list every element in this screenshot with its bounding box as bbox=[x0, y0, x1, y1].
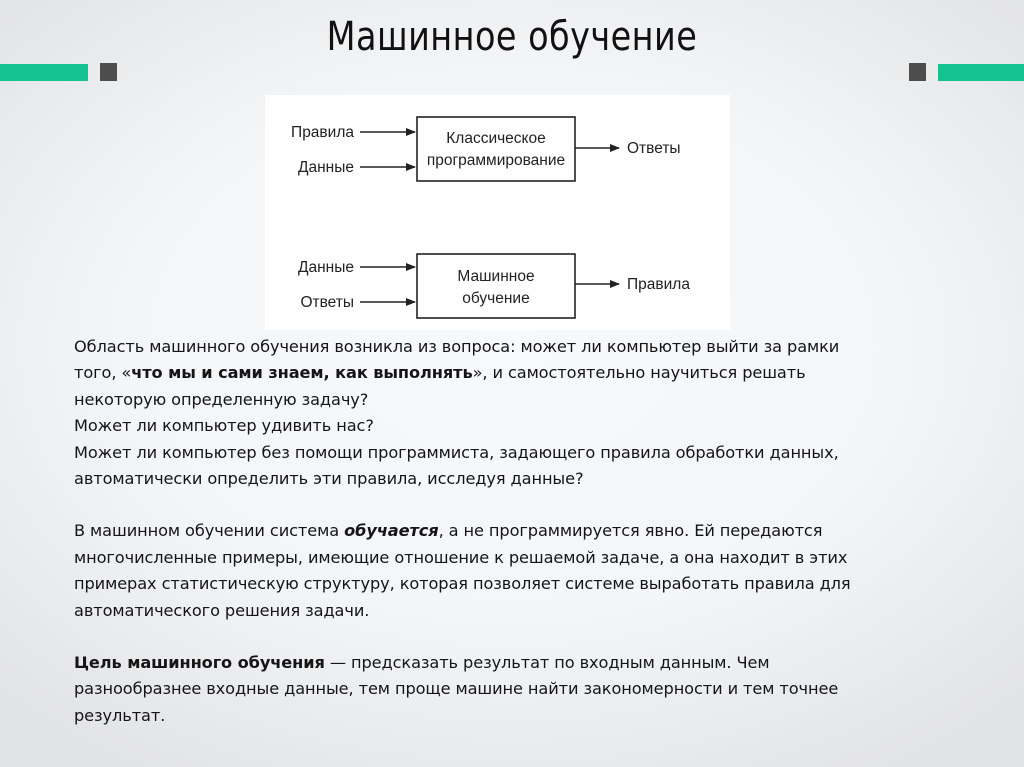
ml-box-line1: Машинное bbox=[457, 268, 535, 285]
classic-box-line2: программирование bbox=[426, 152, 566, 169]
ml-output-rules: Правила bbox=[627, 276, 690, 293]
paragraph-learning-definition bbox=[74, 518, 974, 624]
accent-bar-left bbox=[0, 64, 88, 81]
text-span: В машинном обучении система bbox=[74, 521, 345, 541]
text-line: примерах статистическую структуру, которая позволяет системе выработать правила для bbox=[74, 574, 851, 594]
programming-vs-ml-diagram bbox=[265, 95, 730, 330]
paragraph-goal bbox=[74, 650, 974, 729]
slide-body bbox=[74, 334, 974, 729]
text-span: , а не программируется явно. Ей передаются bbox=[438, 521, 823, 541]
text-span: — предсказать результат по входным данным. Чем bbox=[324, 653, 770, 673]
classic-programming-block bbox=[291, 117, 681, 181]
text-line bbox=[74, 360, 974, 386]
text-line: разнообразнее входные данные, тем проще машине найти закономерности и тем точнее bbox=[74, 679, 839, 699]
text-line: автоматически определить эти правила, исследуя данные? bbox=[74, 469, 584, 489]
text-line: Может ли компьютер удивить нас? bbox=[74, 416, 374, 436]
paragraph-origin-question bbox=[74, 334, 974, 492]
text-line bbox=[74, 650, 974, 676]
classic-output-answers: Ответы bbox=[627, 140, 681, 157]
bold-goal-label: Цель машинного обучения bbox=[74, 653, 325, 673]
text-line bbox=[74, 518, 974, 544]
emphasis-learns: обучается bbox=[344, 521, 439, 541]
text-span: », и самостоятельно научиться решать bbox=[472, 363, 806, 383]
accent-square-right bbox=[909, 63, 926, 81]
ml-input-answers: Ответы bbox=[300, 294, 354, 311]
classic-box-line1: Классическое bbox=[446, 130, 546, 147]
bold-quote: что мы и сами знаем, как выполнять bbox=[131, 363, 473, 383]
text-line: результат. bbox=[74, 705, 166, 725]
ml-box-line2: обучение bbox=[462, 290, 530, 307]
machine-learning-block bbox=[298, 254, 690, 318]
text-span: того, « bbox=[74, 363, 132, 383]
text-line: Область машинного обучения возникла из вопроса: может ли компьютер выйти за рамки bbox=[74, 337, 840, 356]
paragraph-gap bbox=[74, 492, 974, 518]
classic-input-data: Данные bbox=[298, 159, 354, 176]
text-line: Может ли компьютер без помощи программиста, задающего правила обработки данных, bbox=[74, 442, 839, 462]
paragraph-gap bbox=[74, 624, 974, 650]
text-line: автоматического решения задачи. bbox=[74, 600, 370, 620]
accent-bar-right bbox=[938, 64, 1024, 81]
text-line: многочисленные примеры, имеющие отношение к решаемой задаче, а она находит в этих bbox=[74, 547, 848, 567]
text-line: некоторую определенную задачу? bbox=[74, 389, 369, 409]
ml-input-data: Данные bbox=[298, 259, 354, 276]
classic-input-rules: Правила bbox=[291, 124, 354, 141]
accent-square-left bbox=[100, 63, 117, 81]
slide-title: Машинное обучение bbox=[326, 14, 698, 60]
